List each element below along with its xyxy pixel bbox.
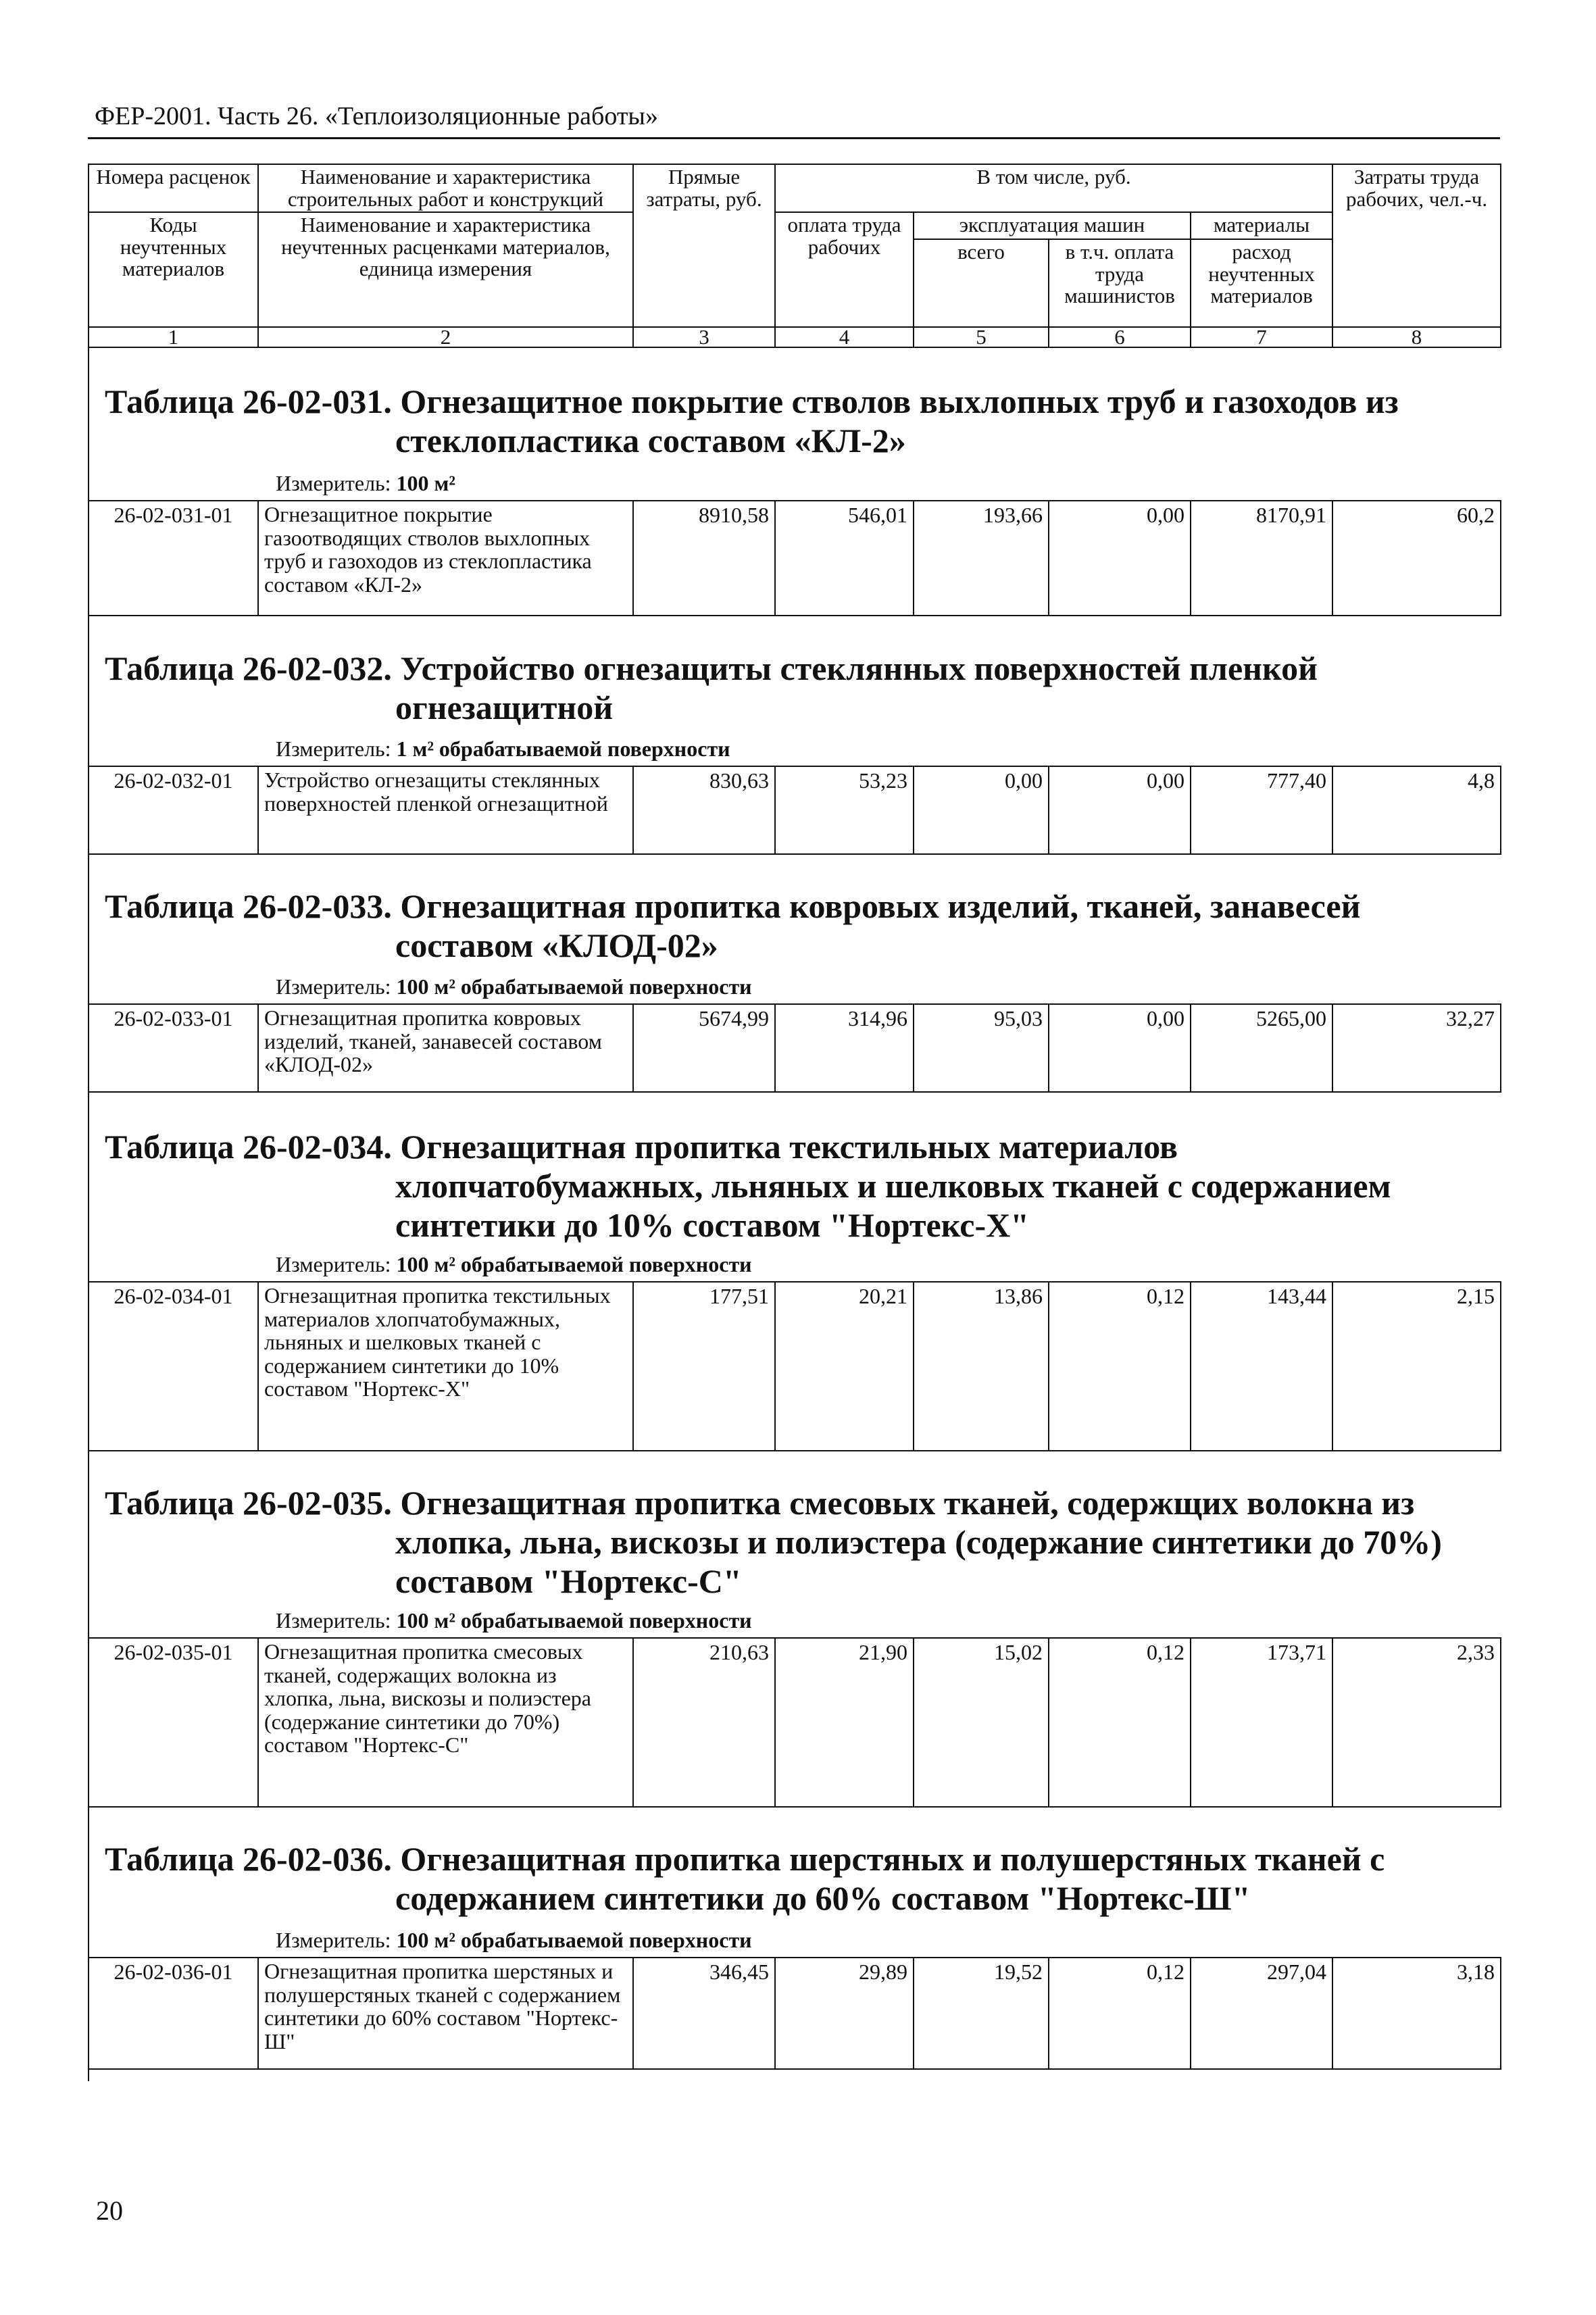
rate-description: Огнезащитная пропитка текстильных материалов хлопчатобумажных, льняных и шелковых тканей с содержанием синтетики до 10% составом "Нортекс-Х" — [258, 1282, 633, 1451]
rate-table — [88, 766, 1501, 855]
column-header-table — [88, 164, 1501, 348]
machinists-wages: 0,12 — [1049, 1638, 1191, 1807]
section-title: Таблица 26-02-034. Огнезащитная пропитка текстильных материалов хлопчатобумажных, льняных и шелковых тканей с содержанием синтетики до 10% составом "Нортекс-Х" — [105, 1128, 1391, 1244]
rate-table — [88, 1003, 1501, 1093]
table-row — [89, 1958, 1501, 2069]
wages: 314,96 — [775, 1004, 914, 1092]
section-unit: Измеритель: 100 м² обрабатываемой поверхности — [276, 974, 752, 999]
hdr-in-total: В том числе, руб. — [775, 164, 1332, 212]
direct-costs: 8910,58 — [633, 501, 775, 616]
rate-table — [88, 500, 1501, 616]
labor: 60,2 — [1332, 501, 1501, 616]
direct-costs: 830,63 — [633, 766, 775, 854]
rate-table — [88, 1957, 1501, 2070]
labor: 4,8 — [1332, 766, 1501, 854]
col-number: 2 — [258, 327, 633, 347]
hdr-machinists-wages: в т.ч. оплата труда машинистов — [1049, 239, 1191, 327]
wages: 53,23 — [775, 766, 914, 854]
hdr-machines-total: всего — [914, 239, 1049, 327]
machines-total: 95,03 — [914, 1004, 1049, 1092]
section-unit: Измеритель: 100 м² — [276, 471, 455, 495]
rate-code: 26-02-033-01 — [89, 1004, 258, 1092]
section-title: Таблица 26-02-036. Огнезащитная пропитка шерстяных и полушерстяных тканей с содержанием синтетики до 60% составом "Нортекс-Ш" — [105, 1840, 1385, 1917]
table-row — [89, 501, 1501, 616]
materials: 143,44 — [1191, 1282, 1332, 1451]
rate-code: 26-02-035-01 — [89, 1638, 258, 1807]
labor: 2,15 — [1332, 1282, 1501, 1451]
wages: 29,89 — [775, 1958, 914, 2069]
hdr-codes-top: Номера расценок — [89, 164, 258, 212]
col-number: 4 — [775, 327, 914, 347]
materials: 5265,00 — [1191, 1004, 1332, 1092]
header-rule — [88, 137, 1500, 139]
section-title: Таблица 26-02-031. Огнезащитное покрытие стволов выхлопных труб и газоходов из стеклопластика составом «КЛ-2» — [105, 382, 1399, 459]
machines-total: 193,66 — [914, 501, 1049, 616]
hdr-materials: материалы — [1191, 212, 1332, 239]
col-number: 8 — [1332, 327, 1501, 347]
labor: 3,18 — [1332, 1958, 1501, 2069]
labor: 2,33 — [1332, 1638, 1501, 1807]
col-number: 3 — [633, 327, 775, 347]
table-row — [89, 1004, 1501, 1092]
rate-description: Огнезащитная пропитка шерстяных и полушерстяных тканей с содержанием синтетики до 60% составом "Нортекс-Ш" — [258, 1958, 633, 2069]
machines-total: 19,52 — [914, 1958, 1049, 2069]
machinists-wages: 0,00 — [1049, 1004, 1191, 1092]
hdr-codes-bottom: Коды неучтенных материалов — [89, 212, 258, 327]
materials: 8170,91 — [1191, 501, 1332, 616]
wages: 21,90 — [775, 1638, 914, 1807]
rate-description: Огнезащитная пропитка смесовых тканей, содержащих волокна из хлопка, льна, вискозы и полиэстера (содержание синтетики до 70%) составом "Нортекс-С" — [258, 1638, 633, 1807]
rate-description: Устройство огнезащиты стеклянных поверхностей пленкой огнезащитной — [258, 766, 633, 854]
direct-costs: 346,45 — [633, 1958, 775, 2069]
col-number: 6 — [1049, 327, 1191, 347]
running-header: ФЕР-2001. Часть 26. «Теплоизоляционные работы» — [95, 102, 658, 130]
col-number: 7 — [1191, 327, 1332, 347]
section-unit: Измеритель: 100 м² обрабатываемой поверхности — [276, 1252, 752, 1276]
hdr-wages: оплата труда рабочих — [775, 212, 914, 327]
rate-table — [88, 1637, 1501, 1808]
col-number: 1 — [89, 327, 258, 347]
hdr-direct-costs: Прямые затраты, руб. — [633, 164, 775, 327]
page-number: 20 — [96, 2195, 123, 2226]
section-unit: Измеритель: 1 м² обрабатываемой поверхности — [276, 737, 730, 761]
section-title: Таблица 26-02-033. Огнезащитная пропитка ковровых изделий, тканей, занавесей составом «КЛОД-02» — [105, 887, 1361, 964]
section-title: Таблица 26-02-035. Огнезащитная пропитка смесовых тканей, содержщих волокна из хлопка, льна, вискозы и полиэстера (содержание синтетики до 70%) составом "Нортекс-С" — [105, 1484, 1442, 1600]
hdr-name-top: Наименование и характеристика строительных работ и конструкций — [258, 164, 633, 212]
hdr-name-bottom: Наименование и характеристика неучтенных расценками материалов, единица измерения — [258, 212, 633, 327]
rate-code: 26-02-036-01 — [89, 1958, 258, 2069]
materials: 173,71 — [1191, 1638, 1332, 1807]
materials: 297,04 — [1191, 1958, 1332, 2069]
labor: 32,27 — [1332, 1004, 1501, 1092]
hdr-machines: эксплуатация машин — [914, 212, 1191, 239]
table-row — [89, 1638, 1501, 1807]
direct-costs: 177,51 — [633, 1282, 775, 1451]
table-row — [89, 1282, 1501, 1451]
wages: 546,01 — [775, 501, 914, 616]
machines-total: 13,86 — [914, 1282, 1049, 1451]
col-number: 5 — [914, 327, 1049, 347]
table-row — [89, 766, 1501, 854]
hdr-materials-use: расход неучтенных материалов — [1191, 239, 1332, 327]
machinists-wages: 0,00 — [1049, 766, 1191, 854]
direct-costs: 210,63 — [633, 1638, 775, 1807]
machinists-wages: 0,00 — [1049, 501, 1191, 616]
section-unit: Измеритель: 100 м² обрабатываемой поверхности — [276, 1928, 752, 1952]
section-title: Таблица 26-02-032. Устройство огнезащиты стеклянных поверхностей пленкой огнезащитной — [105, 649, 1318, 726]
rate-code: 26-02-034-01 — [89, 1282, 258, 1451]
machines-total: 15,02 — [914, 1638, 1049, 1807]
rate-table — [88, 1281, 1501, 1451]
direct-costs: 5674,99 — [633, 1004, 775, 1092]
rate-code: 26-02-032-01 — [89, 766, 258, 854]
wages: 20,21 — [775, 1282, 914, 1451]
rate-code: 26-02-031-01 — [89, 501, 258, 616]
rate-description: Огнезащитное покрытие газоотводящих стволов выхлопных труб и газоходов из стеклопластика составом «КЛ-2» — [258, 501, 633, 616]
machinists-wages: 0,12 — [1049, 1958, 1191, 2069]
rate-description: Огнезащитная пропитка ковровых изделий, тканей, занавесей составом «КЛОД-02» — [258, 1004, 633, 1092]
section-unit: Измеритель: 100 м² обрабатываемой поверхности — [276, 1608, 752, 1633]
machines-total: 0,00 — [914, 766, 1049, 854]
materials: 777,40 — [1191, 766, 1332, 854]
machinists-wages: 0,12 — [1049, 1282, 1191, 1451]
hdr-labor: Затраты труда рабочих, чел.-ч. — [1332, 164, 1501, 327]
